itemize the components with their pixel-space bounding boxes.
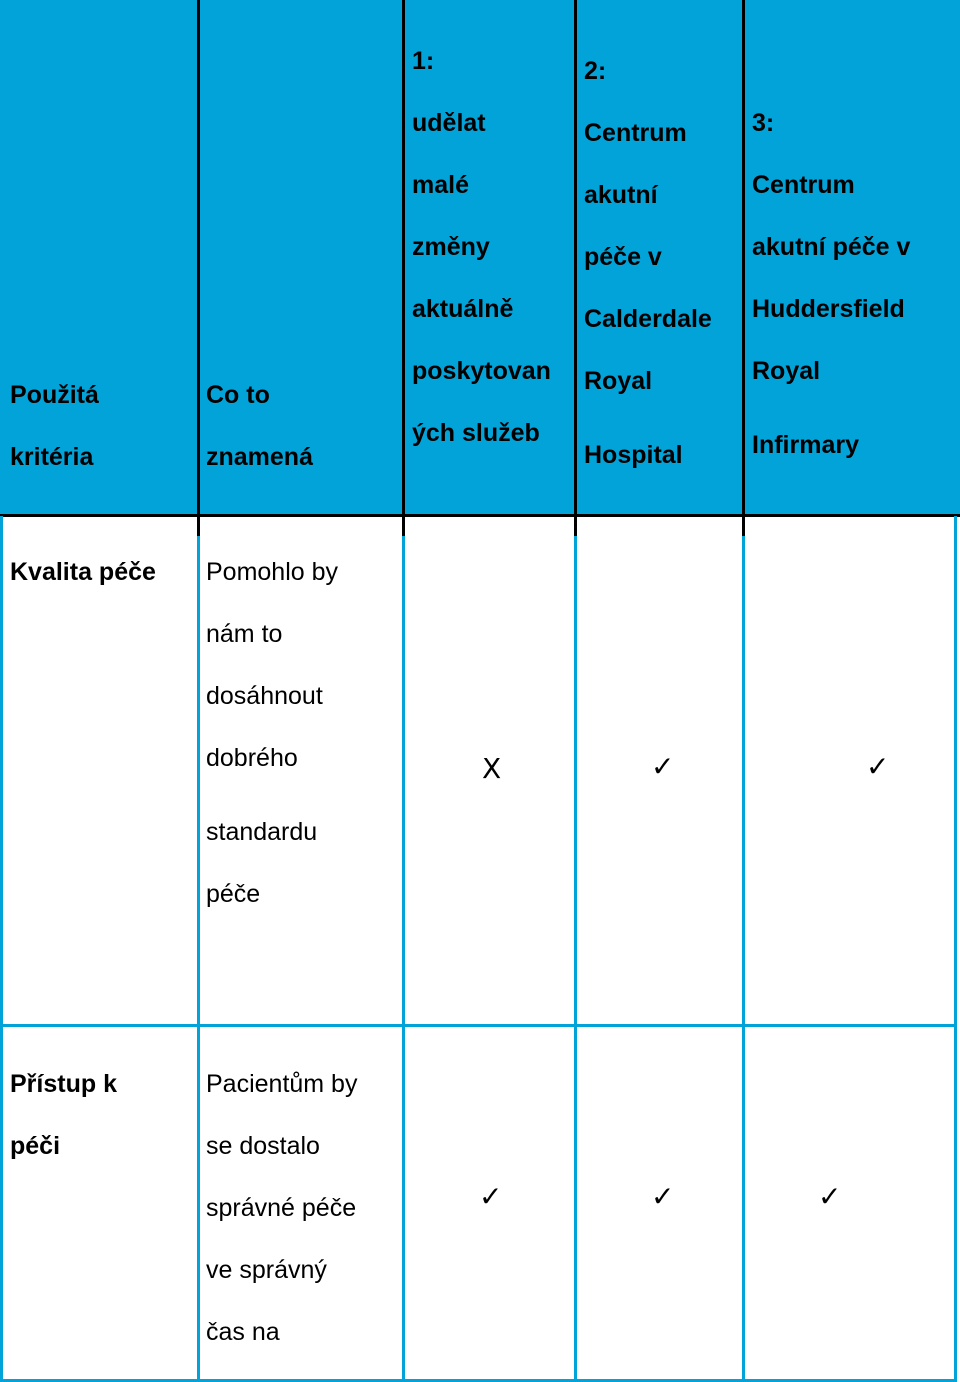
row-2-option-1-check-icon: ✓ (479, 1180, 503, 1213)
body-divider (0, 516, 3, 1382)
row-1-criterion (10, 541, 195, 603)
header-divider-tick (197, 516, 200, 536)
row-2-criterion-line: péči (10, 1132, 61, 1160)
body-divider (402, 536, 405, 1382)
row-1-meaning-line: dobrého (206, 744, 298, 772)
row-2-meaning-line: Pacientům by (206, 1070, 358, 1098)
header-option-3-line: Infirmary (752, 431, 859, 459)
row-1-meaning-line: nám to (206, 620, 283, 648)
row-2-meaning-line: správné péče (206, 1194, 357, 1222)
header-divider (742, 0, 745, 516)
header-divider (197, 0, 200, 516)
row-2-meaning-line: se dostalo (206, 1132, 320, 1160)
row-2-option-3-check-icon: ✓ (818, 1180, 842, 1213)
row-2-option-2-check-icon: ✓ (651, 1180, 675, 1213)
row-1-meaning-line: péče (206, 880, 261, 908)
header-option-2 (584, 40, 742, 486)
header-option-1-line: aktuálně (412, 295, 514, 323)
row-1-meaning-line: standardu (206, 818, 318, 846)
header-option-1-line: 1: (412, 47, 435, 75)
header-bottom-rule (0, 514, 960, 517)
header-option-3-line: akutní péče v (752, 233, 911, 261)
row-1-meaning-line: Pomohlo by (206, 558, 339, 586)
header-option-2-line: akutní (584, 181, 658, 209)
header-divider-tick (742, 516, 745, 536)
header-option-3-line: Royal (752, 357, 821, 385)
header-option-1-line: ých služeb (412, 419, 540, 447)
row-2-meaning-line: ve správný (206, 1256, 327, 1284)
header-option-3-line: Huddersfield (752, 295, 905, 323)
header-option-1-line: změny (412, 233, 490, 261)
row-1-meaning-line: dosáhnout (206, 682, 323, 710)
header-option-2-line: 2: (584, 57, 607, 85)
header-option-3-line: 3: (752, 109, 775, 137)
row-2-meaning-line: čas na (206, 1318, 280, 1346)
header-option-1-line: poskytovan (412, 357, 551, 385)
header-option-2-line: Calderdale (584, 305, 712, 333)
header-option-1-line: malé (412, 171, 469, 199)
row-2-criterion (10, 1053, 195, 1177)
header-option-2-line: péče v (584, 243, 662, 271)
header-criteria-line: kritéria (10, 443, 94, 471)
header-option-3-line: Centrum (752, 171, 855, 199)
row-1-option-3-check-icon: ✓ (866, 750, 890, 783)
header-criteria-line: Použitá (10, 381, 99, 409)
row-1-option-1-cross: X (482, 752, 502, 785)
header-divider-tick (402, 516, 405, 536)
header-option-1-line: udělat (412, 109, 486, 137)
row-2-criterion-line: Přístup k (10, 1070, 117, 1098)
header-divider-tick (574, 516, 577, 536)
header-option-3 (752, 92, 958, 476)
row-1-meaning (206, 541, 401, 925)
body-divider (742, 536, 745, 1382)
row-divider (0, 1024, 957, 1027)
row-1-option-2-check-icon: ✓ (651, 750, 675, 783)
header-meaning-line: Co to (206, 381, 270, 409)
body-divider (954, 516, 957, 1382)
header-meaning-line: znamená (206, 443, 313, 471)
body-divider (574, 536, 577, 1382)
header-option-2-line: Royal (584, 367, 653, 395)
header-criteria (10, 364, 195, 488)
header-divider (574, 0, 577, 516)
row-2-meaning (206, 1053, 401, 1363)
row-1-criterion-line: Kvalita péče (10, 558, 156, 586)
header-option-2-line: Hospital (584, 441, 683, 469)
header-option-2-line: Centrum (584, 119, 687, 147)
header-meaning (206, 364, 401, 488)
header-option-1 (412, 30, 574, 464)
header-divider (402, 0, 405, 516)
body-divider (197, 536, 200, 1382)
